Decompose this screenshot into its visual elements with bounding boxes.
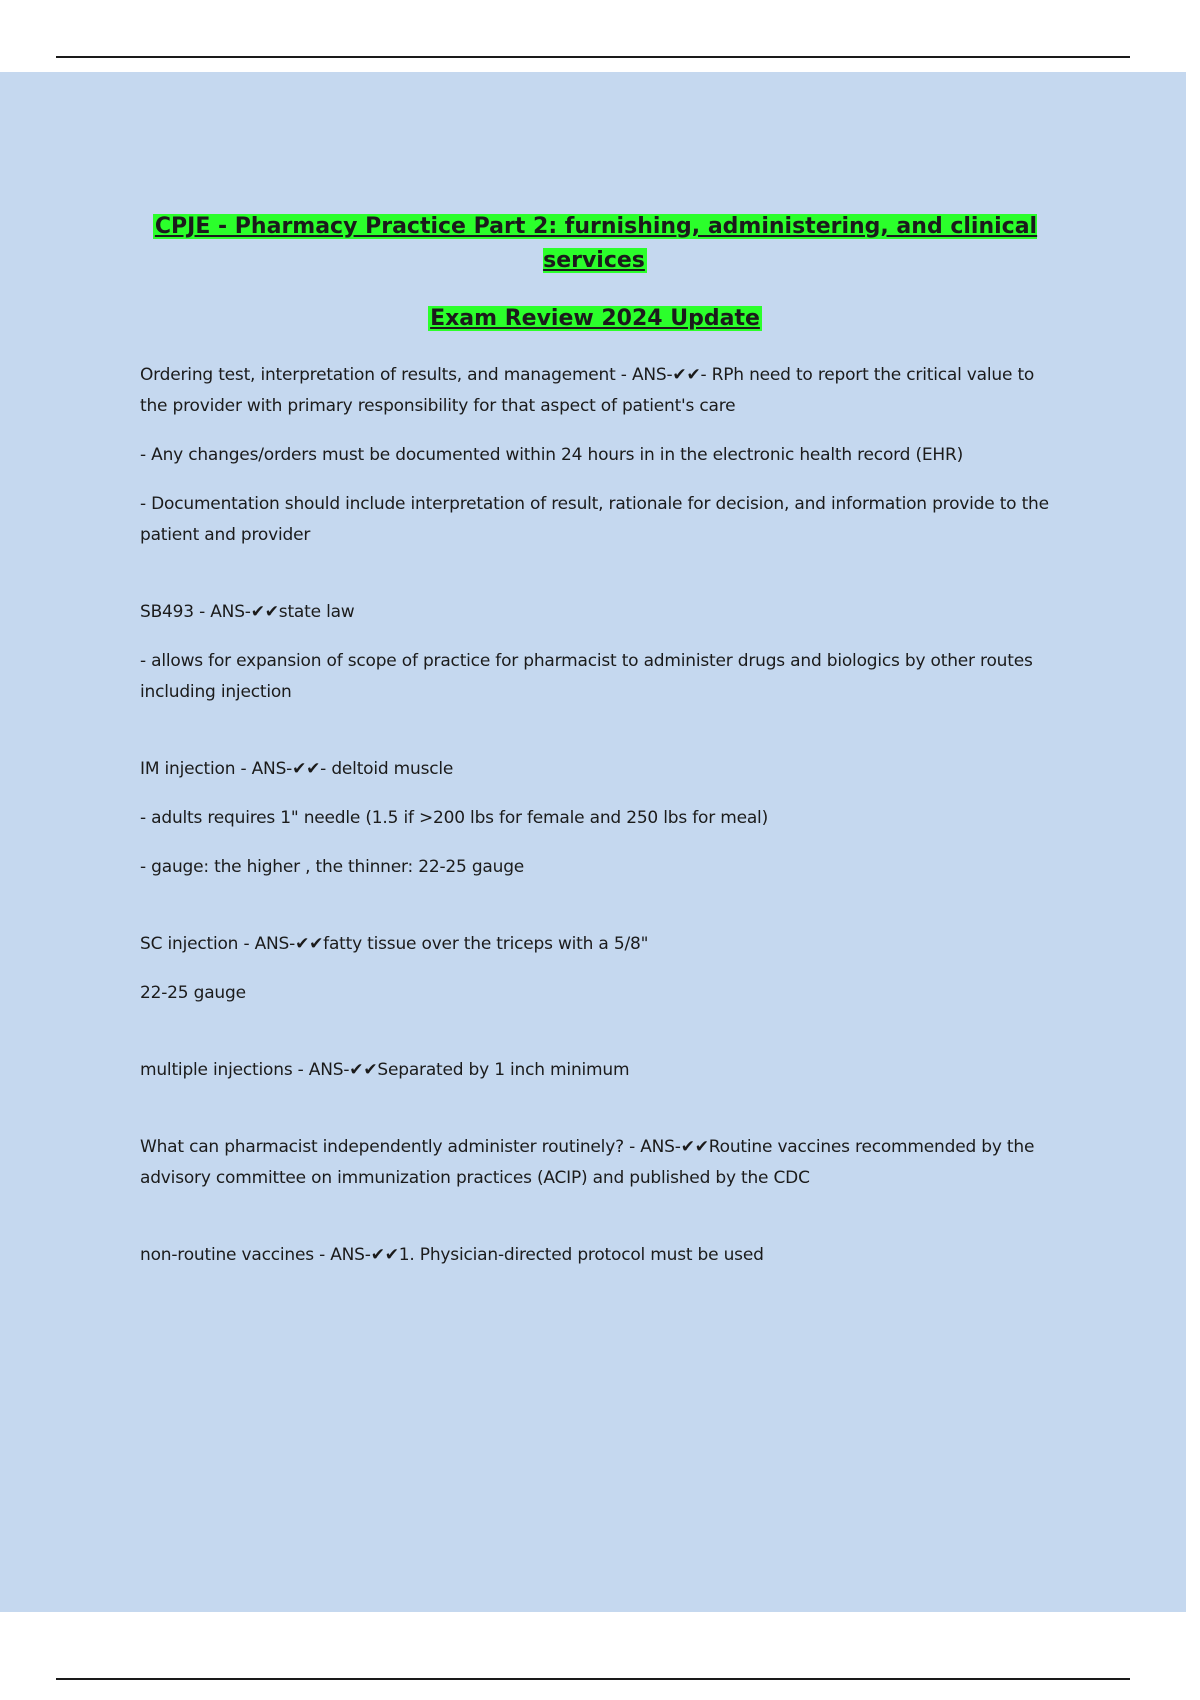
entry-paragraph: - Any changes/orders must be documented within 24 hours in in the electronic health record (EHR) [140,445,964,465]
entry-paragraph: - Documentation should include interpretation of result, rationale for decision, and information provide to the patient and provider [140,494,1049,545]
entry-paragraph: - gauge: the higher , the thinner: 22-25 gauge [140,857,525,877]
qa-entry [140,597,1050,708]
entry-paragraph: IM injection - ANS-✔✔- deltoid muscle [140,759,454,779]
title-line-1 [140,210,1050,278]
top-rule [56,56,1130,58]
qa-entry [140,1132,1050,1194]
qa-entry [140,1240,1050,1271]
title-line-2 [140,302,1050,336]
qa-entries [140,360,1050,1271]
entry-paragraph: - allows for expansion of scope of practice for pharmacist to administer drugs and biologics by other routes including injection [140,651,1033,702]
qa-entry [140,1055,1050,1086]
document-content [140,210,1050,1289]
qa-entry [140,754,1050,883]
qa-entry [140,360,1050,551]
bottom-rule [56,1678,1130,1680]
title-highlight-1: CPJE - Pharmacy Practice Part 2: furnishing, administering, and clinical services [154,214,1038,273]
title-highlight-2: Exam Review 2024 Update [430,306,760,331]
entry-paragraph: SC injection - ANS-✔✔fatty tissue over the triceps with a 5/8" [140,934,649,954]
entry-paragraph: SB493 - ANS-✔✔state law [140,602,355,622]
entry-paragraph: What can pharmacist independently administer routinely? - ANS-✔✔Routine vaccines recommended by the advisory committee on immunization practices (ACIP) and published by the CDC [140,1137,1035,1188]
entry-paragraph: Ordering test, interpretation of results, and management - ANS-✔✔- RPh need to report the critical value to the provider with primary responsibility for that aspect of patient's care [140,365,1035,416]
entry-paragraph: non-routine vaccines - ANS-✔✔1. Physician-directed protocol must be used [140,1245,764,1265]
entry-paragraph: - adults requires 1" needle (1.5 if >200 lbs for female and 250 lbs for meal) [140,808,769,828]
entry-paragraph: multiple injections - ANS-✔✔Separated by 1 inch minimum [140,1060,630,1080]
qa-entry [140,929,1050,1009]
entry-paragraph: 22-25 gauge [140,983,246,1003]
